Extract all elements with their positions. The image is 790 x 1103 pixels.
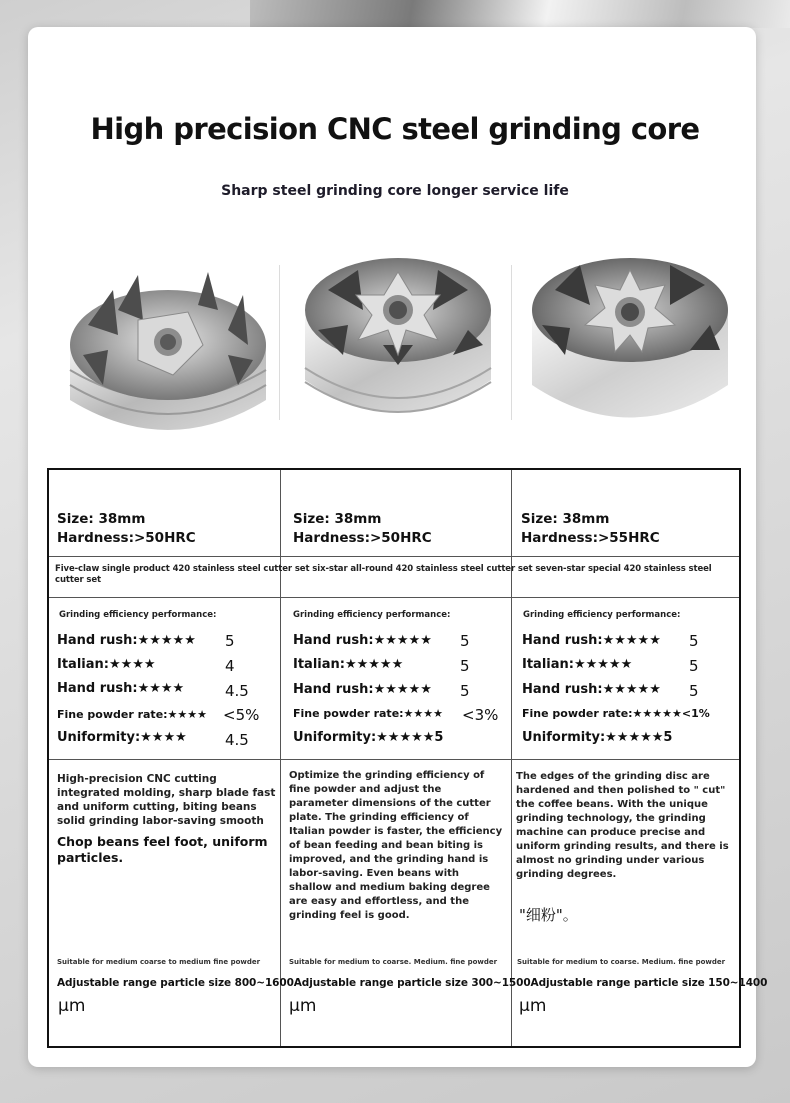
perf-label: Uniformity:★★★★★5 — [522, 730, 673, 745]
perf-value: 4 — [225, 657, 235, 675]
hardness-value: Hardness:>50HRC — [293, 530, 432, 546]
perf-heading: Grinding efficiency performance: — [293, 610, 451, 620]
suitable-text: Suitable for medium to coarse. Medium. fine powder — [517, 958, 726, 966]
page-title: High precision CNC steel grinding core — [90, 112, 700, 146]
size-value: Size: 38mm — [57, 511, 146, 527]
perf-value: <3% — [462, 706, 499, 724]
perf-value: 4.5 — [225, 682, 249, 700]
perf-value: 5 — [460, 682, 470, 700]
perf-value: 5 — [225, 632, 235, 650]
description-text: The edges of the grinding disc are hardened and then polished to " cut" the coffee beans. With the unique grinding technology, the grinding machine can produce precise and uniform grinding results, and there is almost no grinding under various grinding degrees. — [516, 771, 729, 880]
description-text: Optimize the grinding efficiency of fine powder and adjust the parameter dimensions of the cutter plate. The grinding efficiency of Italian powder is faster, the efficiency of bean feeding and bean biting is improved, and the grinding hand is labor-saving. Even beans with shallow and medium baking degree are easy and effortless, and the grinding feel is good. — [289, 770, 503, 921]
description-text: High-precision CNC cutting integrated molding, sharp blade fast and uniform cutting, biting beans solid grinding labor-saving smooth — [57, 773, 276, 827]
top-decor-stripe — [250, 0, 790, 28]
size-cell — [293, 510, 432, 548]
product-image-seven-star — [520, 250, 740, 460]
perf-value: <5% — [223, 706, 260, 724]
perf-label: Hand rush:★★★★★ — [293, 682, 432, 697]
fine-powder-chinese: "细粉"。 — [519, 906, 578, 924]
suitable-text: Suitable for medium coarse to medium fine powder — [57, 958, 261, 966]
adjustable-range: Adjustable range particle size 800~1600Adjustable range particle size 300~1500Adjustable range particle size 150~1400 — [57, 977, 768, 989]
hardness-value: Hardness:>55HRC — [521, 530, 660, 546]
description-extra: Chop beans feel foot, uniform particles. — [57, 834, 268, 865]
row-divider — [49, 597, 739, 598]
size-value: Size: 38mm — [521, 511, 610, 527]
perf-label: Italian:★★★★★ — [522, 657, 633, 672]
size-cell — [57, 510, 196, 548]
perf-value: 4.5 — [225, 731, 249, 749]
size-value: Size: 38mm — [293, 511, 382, 527]
hardness-value: Hardness:>50HRC — [57, 530, 196, 546]
product-image-six-star — [288, 250, 508, 460]
perf-label: Hand rush:★★★★★ — [293, 633, 432, 648]
image-divider — [279, 265, 280, 420]
perf-label: Uniformity:★★★★ — [57, 730, 187, 745]
product-image-five-claw — [58, 250, 278, 460]
unit-label: μm — [519, 996, 547, 1016]
perf-label: Hand rush:★★★★★ — [522, 633, 661, 648]
perf-value: 5 — [689, 657, 699, 675]
unit-label: μm — [289, 996, 317, 1016]
perf-value: 5 — [689, 682, 699, 700]
row-divider — [49, 556, 739, 557]
perf-label: Fine powder rate:★★★★ — [293, 707, 443, 720]
model-description: Five-claw single product 420 stainless steel cutter set six-star all-round 420 stainless steel cutter set seven-star special 420 stainless steel cutter set — [55, 564, 712, 585]
perf-label: Hand rush:★★★★★ — [522, 682, 661, 697]
perf-label: Italian:★★★★ — [57, 657, 156, 672]
perf-value: 5 — [689, 632, 699, 650]
perf-value: 5 — [460, 632, 470, 650]
perf-label: Hand rush:★★★★★ — [57, 633, 196, 648]
perf-heading: Grinding efficiency performance: — [523, 610, 681, 620]
suitable-text: Suitable for medium to coarse. Medium. fine powder — [289, 958, 498, 966]
perf-label: Italian:★★★★★ — [293, 657, 404, 672]
size-cell — [521, 510, 660, 548]
perf-heading: Grinding efficiency performance: — [59, 610, 217, 620]
perf-label: Fine powder rate:★★★★ — [57, 708, 207, 721]
perf-label: Hand rush:★★★★ — [57, 681, 185, 696]
image-divider — [511, 265, 512, 420]
page-subtitle: Sharp steel grinding core longer service life — [221, 183, 569, 199]
spec-table — [47, 468, 768, 1048]
unit-label: μm — [58, 996, 86, 1016]
perf-label: Uniformity:★★★★★5 — [293, 730, 444, 745]
perf-value: 5 — [460, 657, 470, 675]
perf-label: Fine powder rate:★★★★★<1% — [522, 707, 710, 720]
row-divider — [49, 759, 739, 760]
